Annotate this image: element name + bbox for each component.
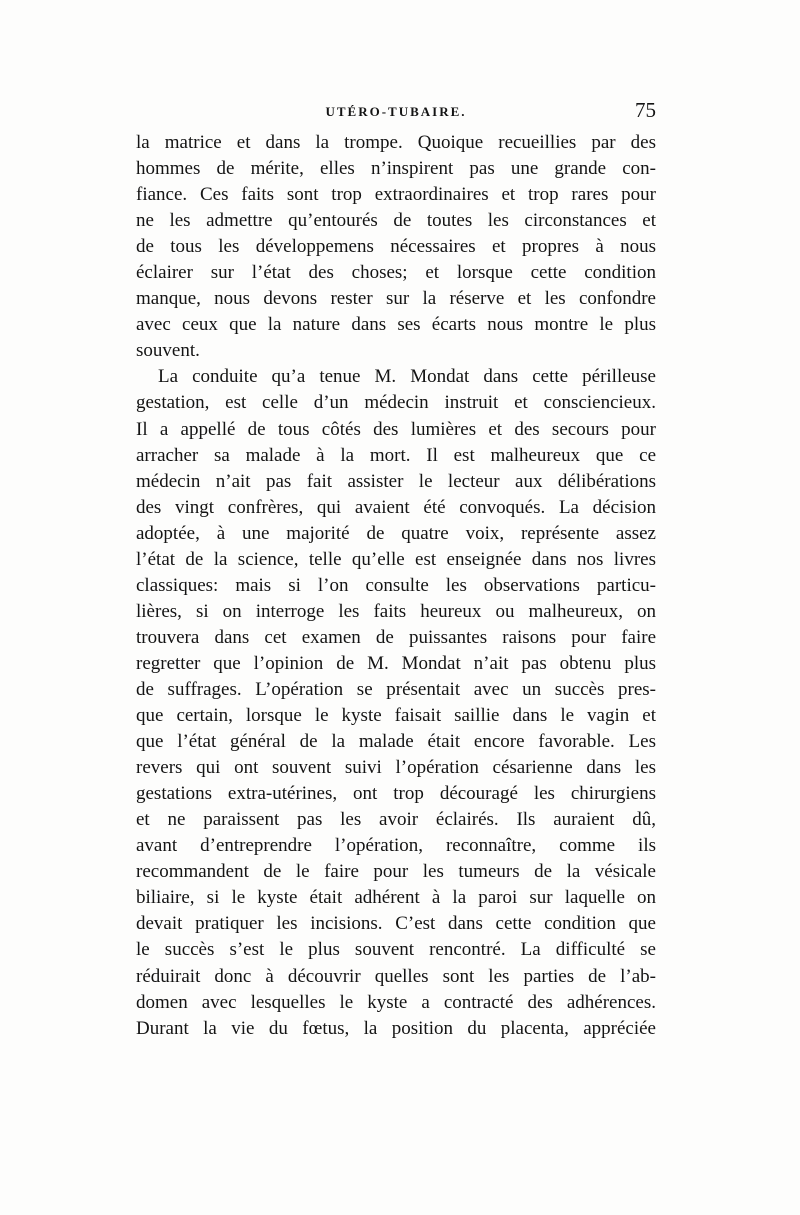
text-line: éclairer sur l’état des choses; et lorsque cette condition bbox=[136, 262, 656, 284]
text-line: regretter que l’opinion de M. Mondat n’ait pas obtenu plus bbox=[136, 652, 656, 674]
text-line: recommandent de le faire pour les tumeurs de la vésicale bbox=[136, 861, 656, 883]
text-line: manque, nous devons rester sur la réserve et les confondre bbox=[136, 288, 656, 310]
text-line: gestations extra-utérines, ont trop découragé les chirurgiens bbox=[136, 783, 656, 805]
text-line: le succès s’est le plus souvent rencontré. La difficulté se bbox=[136, 939, 656, 961]
text-line: des vingt confrères, qui avaient été convoqués. La décision bbox=[136, 496, 656, 518]
page-number: 75 bbox=[635, 98, 656, 122]
text-line: de tous les développemens nécessaires et propres à nous bbox=[136, 236, 656, 258]
text-line: souvent. bbox=[136, 340, 200, 362]
text-line: gestation, est celle d’un médecin instruit et consciencieux. bbox=[136, 392, 656, 414]
text-line: Il a appellé de tous côtés des lumières et des secours pour bbox=[136, 418, 656, 440]
text-line: que certain, lorsque le kyste faisait saillie dans le vagin et bbox=[136, 705, 656, 727]
text-line: médecin n’ait pas fait assister le lecteur aux délibérations bbox=[136, 470, 656, 492]
paragraph-start-line: La conduite qu’a tenue M. Mondat dans cette périlleuse bbox=[158, 366, 656, 388]
text-line: lières, si on interroge les faits heureux ou malheureux, on bbox=[136, 600, 656, 622]
text-line: revers qui ont souvent suivi l’opération césarienne dans les bbox=[136, 757, 656, 779]
text-line: trouvera dans cet examen de puissantes raisons pour faire bbox=[136, 626, 656, 648]
text-line: avant d’entreprendre l’opération, reconnaître, comme ils bbox=[136, 835, 656, 857]
text-line: l’état de la science, telle qu’elle est enseignée dans nos livres bbox=[136, 548, 656, 570]
text-line: fiance. Ces faits sont trop extraordinaires et trop rares pour bbox=[136, 184, 656, 206]
text-line: arracher sa malade à la mort. Il est malheureux que ce bbox=[136, 444, 656, 466]
text-line: et ne paraissent pas les avoir éclairés. Ils auraient dû, bbox=[136, 809, 656, 831]
text-line: hommes de mérite, elles n’inspirent pas une grande con- bbox=[136, 158, 656, 180]
text-line: ne les admettre qu’entourés de toutes les circonstances et bbox=[136, 210, 656, 232]
body-text bbox=[136, 130, 656, 1042]
text-line: que l’état général de la malade était encore favorable. Les bbox=[136, 731, 656, 753]
text-line: de suffrages. L’opération se présentait avec un succès pres- bbox=[136, 678, 656, 700]
running-head bbox=[136, 98, 656, 128]
text-line: domen avec lesquelles le kyste a contracté des adhérences. bbox=[136, 991, 656, 1013]
text-line: réduirait donc à découvrir quelles sont les parties de l’ab- bbox=[136, 965, 656, 987]
text-line: Durant la vie du fœtus, la position du placenta, appréciée bbox=[136, 1017, 656, 1039]
text-line: la matrice et dans la trompe. Quoique recueillies par des bbox=[136, 132, 656, 153]
running-title: UTÉRO-TUBAIRE. bbox=[325, 104, 467, 119]
text-line: classiques: mais si l’on consulte les observations particu- bbox=[136, 574, 656, 596]
text-line: devait pratiquer les incisions. C’est dans cette condition que bbox=[136, 913, 656, 935]
text-line: biliaire, si le kyste était adhérent à la paroi sur laquelle on bbox=[136, 887, 656, 909]
text-line: adoptée, à une majorité de quatre voix, représente assez bbox=[136, 522, 656, 544]
text-line: avec ceux que la nature dans ses écarts nous montre le plus bbox=[136, 314, 656, 336]
